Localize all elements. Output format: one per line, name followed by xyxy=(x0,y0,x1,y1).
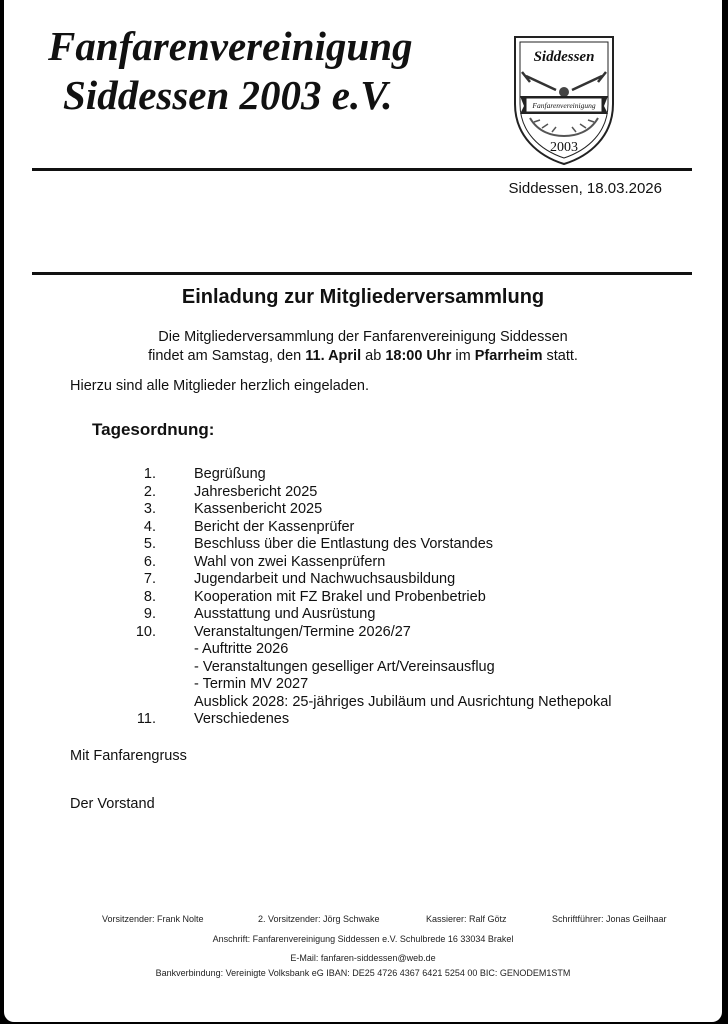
agenda-item-number: 8. xyxy=(143,588,156,605)
agenda-item xyxy=(70,554,670,572)
agenda-item-number: 4. xyxy=(143,518,156,535)
agenda-item xyxy=(70,466,670,484)
letter-title: Einladung zur Mitgliederversammlung xyxy=(181,286,545,308)
agenda-item-number: 9. xyxy=(143,606,156,622)
agenda-item-number: 5. xyxy=(143,536,156,552)
agenda-item-text: Jugendarbeit und Nachwuchsausbildung xyxy=(194,571,456,587)
club-name-line2: Siddessen 2003 e.V. xyxy=(63,72,393,118)
agenda-item xyxy=(70,624,670,642)
signature-board: Der Vorstand xyxy=(70,796,155,812)
agenda-item-number: 6. xyxy=(143,553,156,570)
agenda-item xyxy=(70,536,670,554)
footer-treasurer: Kassierer: Ralf Götz xyxy=(426,914,507,924)
agenda-item-text: Wahl von zwei Kassenprüfern xyxy=(194,553,386,570)
content-divider xyxy=(32,272,692,275)
crest-year-text: 2003 xyxy=(550,140,578,155)
agenda-subitem: - Termin MV 2027 xyxy=(194,676,309,692)
agenda-subitem: - Veranstaltungen geselliger Art/Vereinsausflug xyxy=(194,658,495,675)
meeting-time: 18:00 Uhr xyxy=(385,348,452,364)
footer-secretary: Schriftführer: Jonas Geilhaar xyxy=(552,914,667,924)
footer-chair: Vorsitzender: Frank Nolte xyxy=(102,914,204,924)
agenda-item-number: 7. xyxy=(143,571,156,587)
agenda-item-text: Veranstaltungen/Termine 2026/27 xyxy=(194,623,411,640)
agenda-subitem: Ausblick 2028: 25-jähriges Jubiläum und Ausrichtung Nethepokal xyxy=(194,693,612,710)
crest-band-text: Fanfarenvereinigung xyxy=(532,101,596,110)
intro-line2 xyxy=(4,347,722,366)
agenda-item-text: Begrüßung xyxy=(194,466,266,482)
agenda-item-number: 1. xyxy=(143,466,156,482)
intro-line1: Die Mitgliederversammlung der Fanfarenvereinigung Siddessen xyxy=(158,329,568,345)
club-name-heading xyxy=(48,22,413,120)
agenda-list xyxy=(70,466,670,729)
invite-text: Hierzu sind alle Mitglieder herzlich eingeladen. xyxy=(70,378,370,394)
agenda-item xyxy=(70,484,670,502)
club-name-line1: Fanfarenvereinigung xyxy=(48,23,413,69)
agenda-item xyxy=(70,711,670,729)
footer-address: Anschrift: Fanfarenvereinigung Siddessen e.V. Schulbrede 16 33034 Brakel xyxy=(212,934,514,944)
agenda-item xyxy=(70,501,670,519)
meeting-date: 11. April xyxy=(305,348,362,364)
crest-top-text: Siddessen xyxy=(533,49,595,65)
intro-text-b: ab xyxy=(361,348,386,364)
footer-vice-chair: 2. Vorsitzender: Jörg Schwake xyxy=(258,914,380,924)
agenda-item-text: Verschiedenes xyxy=(194,711,290,727)
agenda-item xyxy=(70,571,670,589)
agenda-item-text: Kassenbericht 2025 xyxy=(194,501,323,517)
agenda-item xyxy=(70,519,670,537)
agenda-item-text: Jahresbericht 2025 xyxy=(194,483,318,500)
intro-text-c: im xyxy=(451,348,475,364)
agenda-item xyxy=(70,589,670,607)
intro-paragraph xyxy=(4,328,722,366)
agenda-item-text: Beschluss über die Entlastung des Vorstandes xyxy=(194,536,494,552)
letter-date: Siddessen, 18.03.2026 xyxy=(508,180,662,197)
agenda-heading: Tagesordnung: xyxy=(92,420,215,439)
header-divider xyxy=(32,168,692,171)
agenda-item-text: Kooperation mit FZ Brakel und Probenbetrieb xyxy=(194,588,486,605)
agenda-item-number: 3. xyxy=(143,501,156,517)
footer-email: E-Mail: fanfaren-siddessen@web.de xyxy=(290,953,436,963)
agenda-item-number: 11. xyxy=(136,711,156,727)
closing-greeting: Mit Fanfarengruss xyxy=(70,748,187,764)
intro-text-d: statt. xyxy=(542,348,578,364)
agenda-item xyxy=(70,606,670,624)
club-crest-icon xyxy=(512,34,616,166)
agenda-item-text: Ausstattung und Ausrüstung xyxy=(194,606,376,622)
footer-bank: Bankverbindung: Vereinigte Volksbank eG IBAN: DE25 4726 4367 6421 5254 00 BIC: GENODEM1STM xyxy=(155,968,571,978)
agenda-item-number: 2. xyxy=(143,483,156,500)
agenda-item-text: Bericht der Kassenprüfer xyxy=(194,518,355,535)
meeting-place: Pfarrheim xyxy=(474,348,543,364)
intro-text-a: findet am Samstag, den xyxy=(148,348,306,364)
agenda-subitem: - Auftritte 2026 xyxy=(194,641,289,657)
agenda-item-number: 10. xyxy=(135,623,156,640)
letter-page xyxy=(4,0,722,1022)
